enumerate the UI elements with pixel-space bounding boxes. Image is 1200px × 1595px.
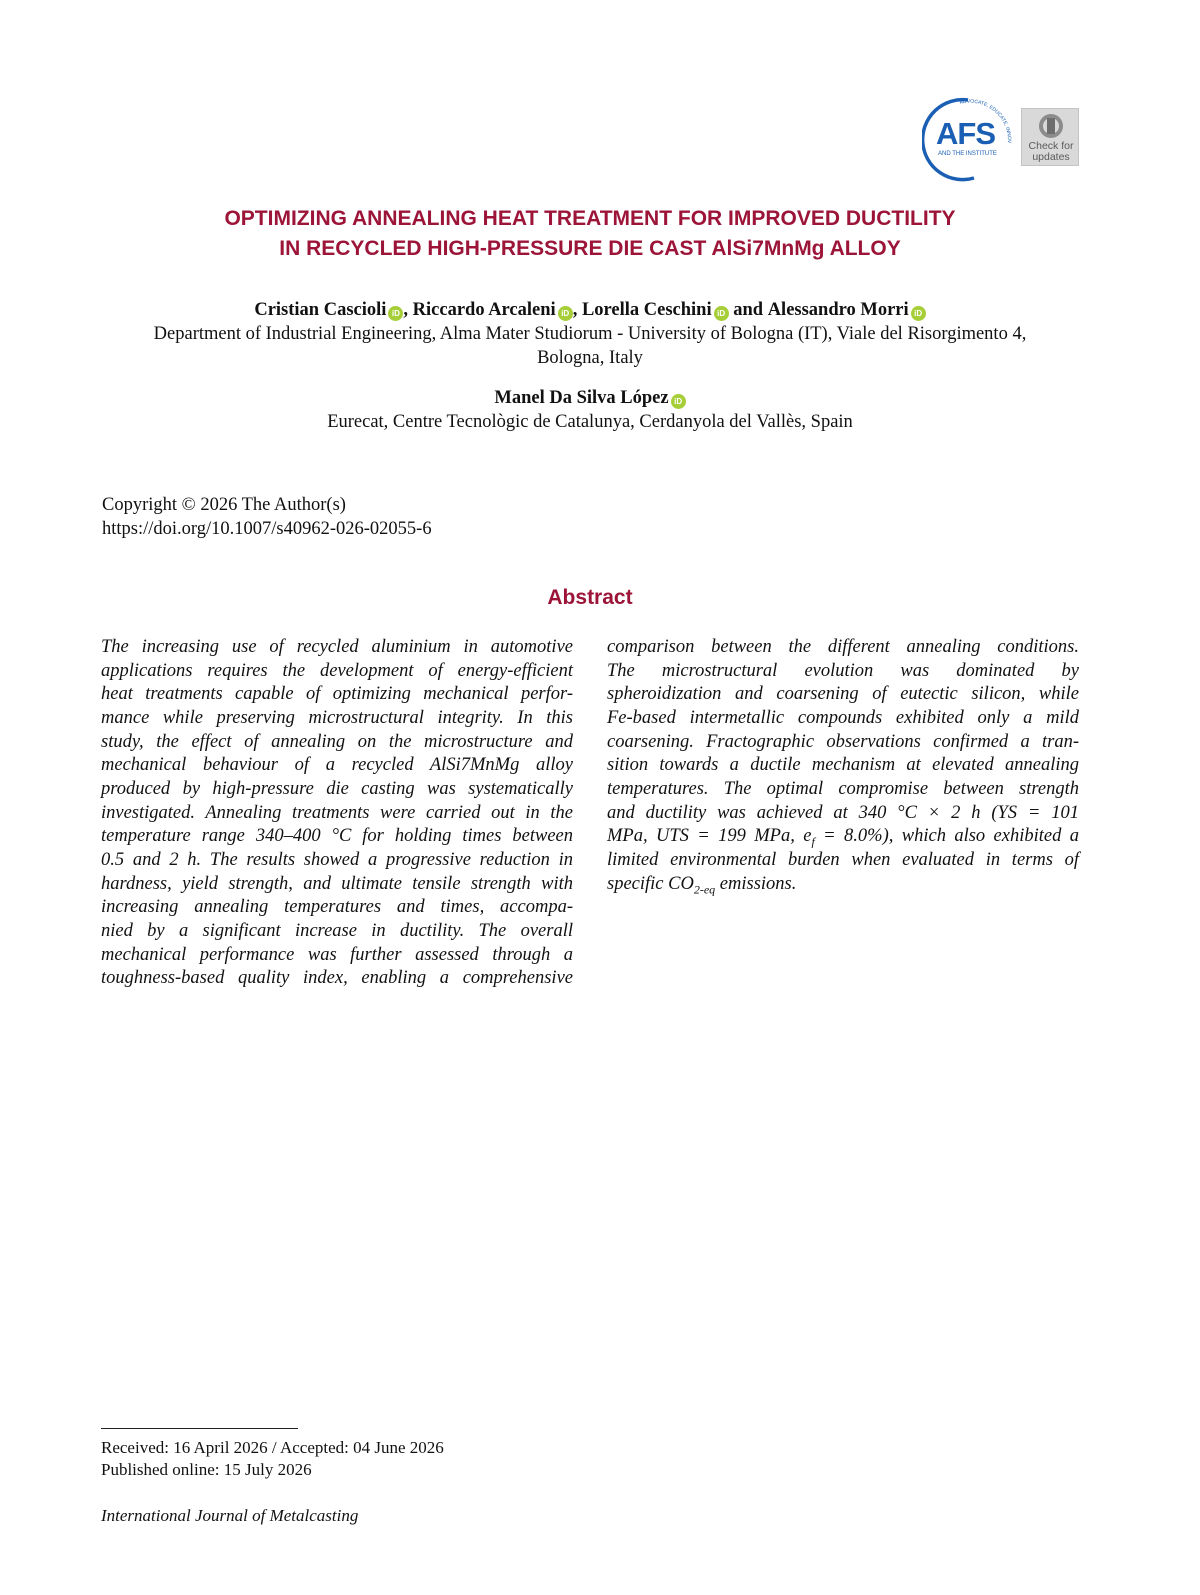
abstract-line: Fe-based intermetallic compounds exhibited only a mild: [607, 707, 1079, 728]
abstract-text: specific CO: [607, 873, 694, 894]
abstract-line: mechanical performance was further assessed through a: [101, 944, 573, 965]
abstract-line: [607, 825, 1079, 849]
author-list-2: [100, 386, 1080, 410]
abstract-line: produced by high-pressure die casting was systematically: [101, 778, 573, 799]
abstract-line: limited environmental burden when evaluated in terms of: [607, 849, 1079, 870]
abstract-line: [607, 873, 1079, 897]
author-separator: ,: [403, 300, 409, 320]
orcid-icon[interactable]: iD: [388, 306, 403, 321]
orcid-icon[interactable]: iD: [714, 306, 729, 321]
abstract-line: comparison between the different annealing conditions.: [607, 637, 1079, 657]
affiliation-1: [100, 322, 1080, 370]
abstract-column-right: [607, 636, 1079, 896]
abstract-line: The increasing use of recycled aluminium in automotive: [101, 637, 573, 657]
abstract-line: toughness-based quality index, enabling a comprehensive: [101, 968, 573, 989]
check-for-updates-badge[interactable]: [1021, 108, 1079, 166]
abstract-text: emissions.: [715, 873, 797, 894]
copyright-notice: Copyright © 2026 The Author(s): [102, 495, 346, 515]
title-line-2: IN RECYCLED HIGH-PRESSURE DIE CAST AlSi7MnMg ALLOY: [279, 237, 901, 260]
abstract-line: heat treatments capable of optimizing mechanical perfor-: [101, 684, 573, 705]
affiliation-1-line-2: Bologna, Italy: [537, 348, 643, 368]
abstract-line: investigated. Annealing treatments were carried out in the: [101, 802, 573, 823]
afs-text: AFS: [936, 116, 995, 151]
abstract-line: mance while preserving microstructural integrity. In this: [101, 707, 573, 728]
abstract-line: increasing annealing temperatures and times, accompa-: [101, 897, 573, 918]
abstract-text: = 8.0%), which also exhibited a: [814, 826, 1079, 847]
afs-logo: [922, 94, 1014, 182]
abstract-line: hardness, yield strength, and ultimate tensile strength with: [101, 873, 573, 894]
author-name[interactable]: Manel Da Silva López: [494, 388, 669, 408]
footnote-divider: [101, 1428, 298, 1429]
orcid-icon[interactable]: iD: [558, 306, 573, 321]
abstract-line: sition towards a ductile mechanism at elevated annealing: [607, 755, 1079, 776]
bookmark-icon: [1037, 112, 1065, 140]
affiliation-2: Eurecat, Centre Tecnològic de Catalunya, Cerdanyola del Vallès, Spain: [327, 412, 853, 432]
affiliation-1-line-1: Department of Industrial Engineering, Alma Mater Studiorum - University of Bologna (IT), Viale del Risorgimento 4,: [153, 324, 1027, 344]
author-separator: ,: [572, 300, 578, 320]
abstract-line: 0.5 and 2 h. The results showed a progressive reduction in: [101, 849, 573, 870]
abstract-line: temperature range 340–400 °C for holding times between: [101, 826, 573, 847]
abstract-text: MPa, UTS = 199 MPa, e: [607, 826, 812, 847]
abstract-line: nied by a significant increase in ductility. The overall: [101, 920, 573, 941]
author-name[interactable]: Lorella Ceschini: [581, 300, 712, 320]
afs-subtitle: AND THE INSTITUTE: [938, 151, 997, 157]
abstract-line: The microstructural evolution was dominated by: [607, 660, 1079, 681]
abstract-line: mechanical behaviour of a recycled AlSi7MnMg alloy: [101, 755, 573, 776]
abstract-line: applications requires the development of energy-efficient: [101, 660, 573, 681]
abstract-heading: Abstract: [547, 586, 633, 609]
afs-arc-text: ADVOCATE, EDUCATE, INNOV: [959, 98, 1013, 143]
publication-meta: [102, 493, 432, 541]
orcid-icon[interactable]: iD: [911, 306, 926, 321]
abstract-line: and ductility was achieved at 340 °C × 2 h (YS = 101: [607, 802, 1079, 823]
abstract-line: coarsening. Fractographic observations confirmed a tran-: [607, 731, 1079, 752]
subscript-2eq: 2-eq: [693, 882, 716, 897]
author-separator: and: [733, 300, 764, 320]
author-name[interactable]: Alessandro Morri: [767, 300, 909, 320]
received-accepted-date: Received: 16 April 2026 / Accepted: 04 June 2026: [101, 1438, 444, 1457]
orcid-icon[interactable]: iD: [671, 394, 686, 409]
abstract-line: temperatures. The optimal compromise between strength: [607, 778, 1079, 799]
check-for-updates-label: Check for updates: [1028, 140, 1074, 163]
abstract-line: study, the effect of annealing on the microstructure and: [101, 731, 573, 752]
abstract-column-left: [101, 636, 573, 991]
journal-name: International Journal of Metalcasting: [101, 1506, 359, 1525]
author-name[interactable]: Cristian Cascioli: [254, 300, 387, 320]
author-name[interactable]: Riccardo Arcaleni: [412, 300, 556, 320]
author-list: [100, 298, 1080, 322]
paper-title: [100, 204, 1080, 264]
title-line-1: OPTIMIZING ANNEALING HEAT TREATMENT FOR IMPROVED DUCTILITY: [224, 207, 956, 230]
published-date: Published online: 15 July 2026: [101, 1460, 312, 1479]
abstract-line: spheroidization and coarsening of eutectic silicon, while: [607, 684, 1079, 705]
subscript-f: f: [811, 834, 815, 849]
publication-dates: [101, 1437, 444, 1481]
header-logos: [922, 94, 1082, 184]
doi-link[interactable]: https://doi.org/10.1007/s40962-026-02055-6: [102, 519, 432, 539]
